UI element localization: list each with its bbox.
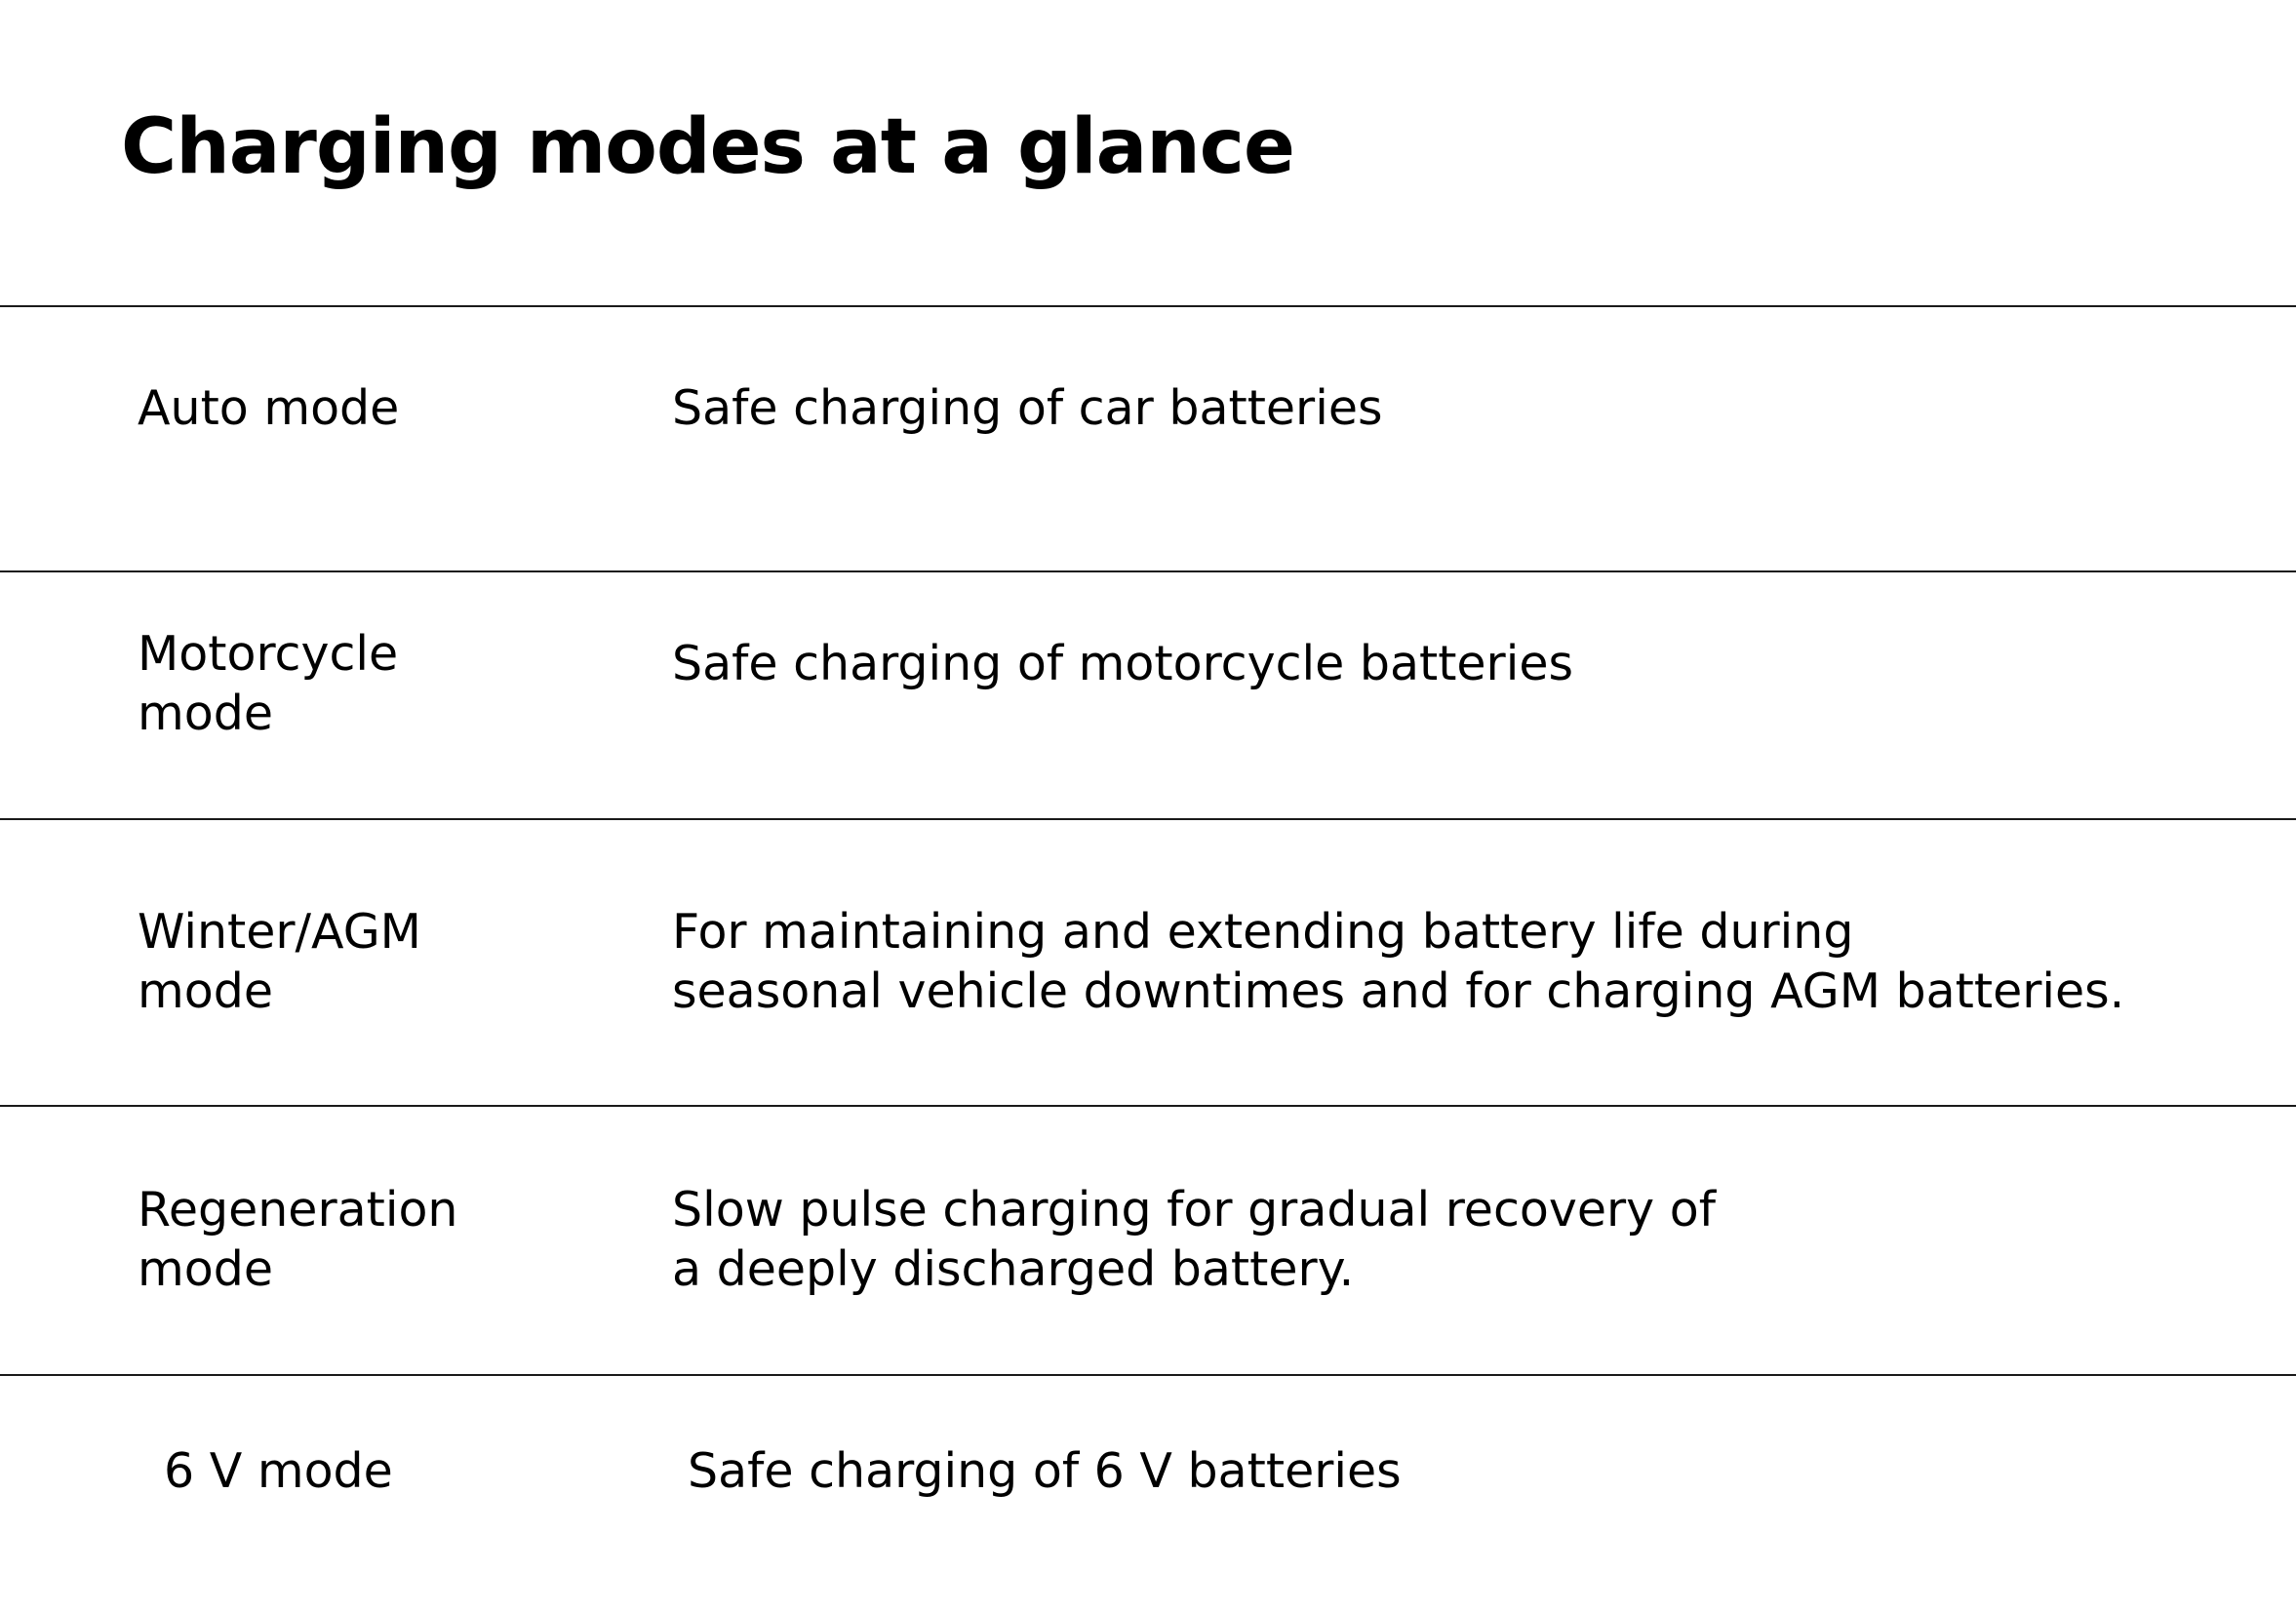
mode-name: Auto mode	[138, 380, 400, 436]
table-divider	[0, 818, 2296, 820]
table-divider	[0, 1374, 2296, 1376]
page-title: Charging modes at a glance	[121, 103, 1294, 191]
mode-name: Winter/AGM mode	[138, 904, 421, 1019]
table-divider	[0, 1105, 2296, 1107]
table-divider	[0, 570, 2296, 572]
mode-name: 6 V mode	[164, 1443, 393, 1499]
table-divider	[0, 305, 2296, 307]
mode-description: Safe charging of 6 V batteries	[688, 1443, 1402, 1499]
mode-description: Safe charging of car batteries	[672, 380, 1383, 436]
mode-description: Slow pulse charging for gradual recovery of a deeply discharged battery.	[672, 1182, 1716, 1297]
mode-name: Motorcycle mode	[138, 626, 399, 741]
mode-name: Regeneration mode	[138, 1182, 458, 1297]
mode-description: For maintaining and extending battery life during seasonal vehicle downtimes and for charging AGM batteries.	[672, 904, 2125, 1019]
mode-description: Safe charging of motorcycle batteries	[672, 636, 1573, 691]
